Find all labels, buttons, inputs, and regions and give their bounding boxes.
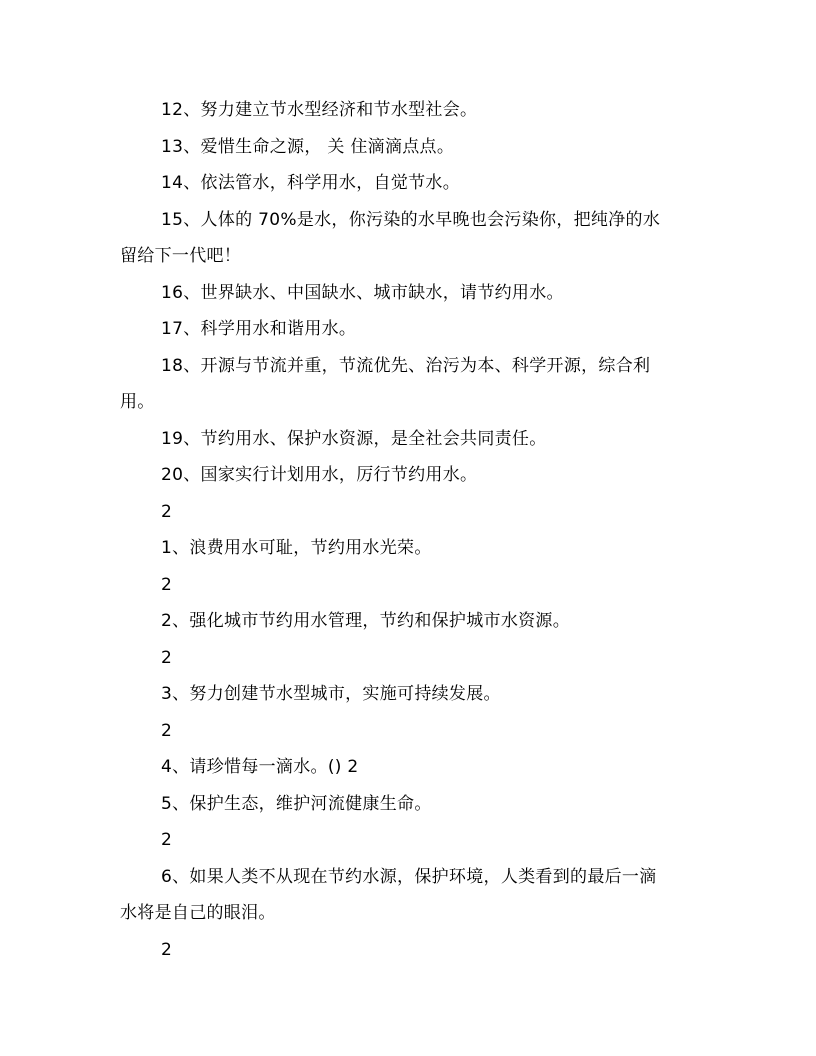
paragraph-line-continued: 用。 bbox=[120, 392, 155, 412]
paragraph-line: 5、保护生态，维护河流健康生命。 bbox=[161, 793, 432, 814]
paragraph-line: 2 bbox=[161, 720, 173, 741]
paragraph-line-continued: 留给下一代吧！ bbox=[120, 246, 242, 266]
paragraph-line: 19、节约用水、保护水资源，是全社会共同责任。 bbox=[161, 428, 547, 449]
paragraph-line: 2 bbox=[161, 501, 173, 522]
paragraph-line: 15、人体的 70%是水，你污染的水早晚也会污染你，把纯净的水 bbox=[161, 209, 661, 230]
paragraph-line: 2 bbox=[161, 647, 173, 668]
document-body bbox=[120, 92, 700, 968]
paragraph-line: 14、依法管水，科学用水，自觉节水。 bbox=[161, 173, 461, 193]
paragraph-line: 16、世界缺水、中国缺水、城市缺水，请节约用水。 bbox=[161, 282, 564, 303]
paragraph-line: 18、开源与节流并重，节流优先、治污为本、科学开源，综合利 bbox=[161, 355, 651, 376]
paragraph-line: 17、科学用水和谐用水。 bbox=[161, 319, 357, 339]
paragraph-line: 20、国家实行计划用水，厉行节约用水。 bbox=[161, 465, 478, 485]
paragraph-line-continued: 水将是自己的眼泪。 bbox=[120, 903, 276, 923]
paragraph-line: 2 bbox=[161, 574, 173, 595]
paragraph-line: 2 bbox=[161, 939, 173, 960]
paragraph-line: 12、努力建立节水型经济和节水型社会。 bbox=[161, 100, 478, 120]
paragraph-line: 4、请珍惜每一滴水。() 2 bbox=[161, 757, 359, 777]
paragraph-line: 2、强化城市节约用水管理，节约和保护城市水资源。 bbox=[161, 611, 571, 631]
paragraph-line: 6、如果人类不从现在节约水源，保护环境，人类看到的最后一滴 bbox=[161, 866, 657, 887]
paragraph-line: 2 bbox=[161, 830, 173, 850]
paragraph-line: 3、努力创建节水型城市，实施可持续发展。 bbox=[161, 684, 501, 704]
paragraph-line: 13、爱惜生命之源， 关 住滴滴点点。 bbox=[161, 136, 455, 157]
paragraph-line: 1、浪费用水可耻，节约用水光荣。 bbox=[161, 538, 432, 558]
